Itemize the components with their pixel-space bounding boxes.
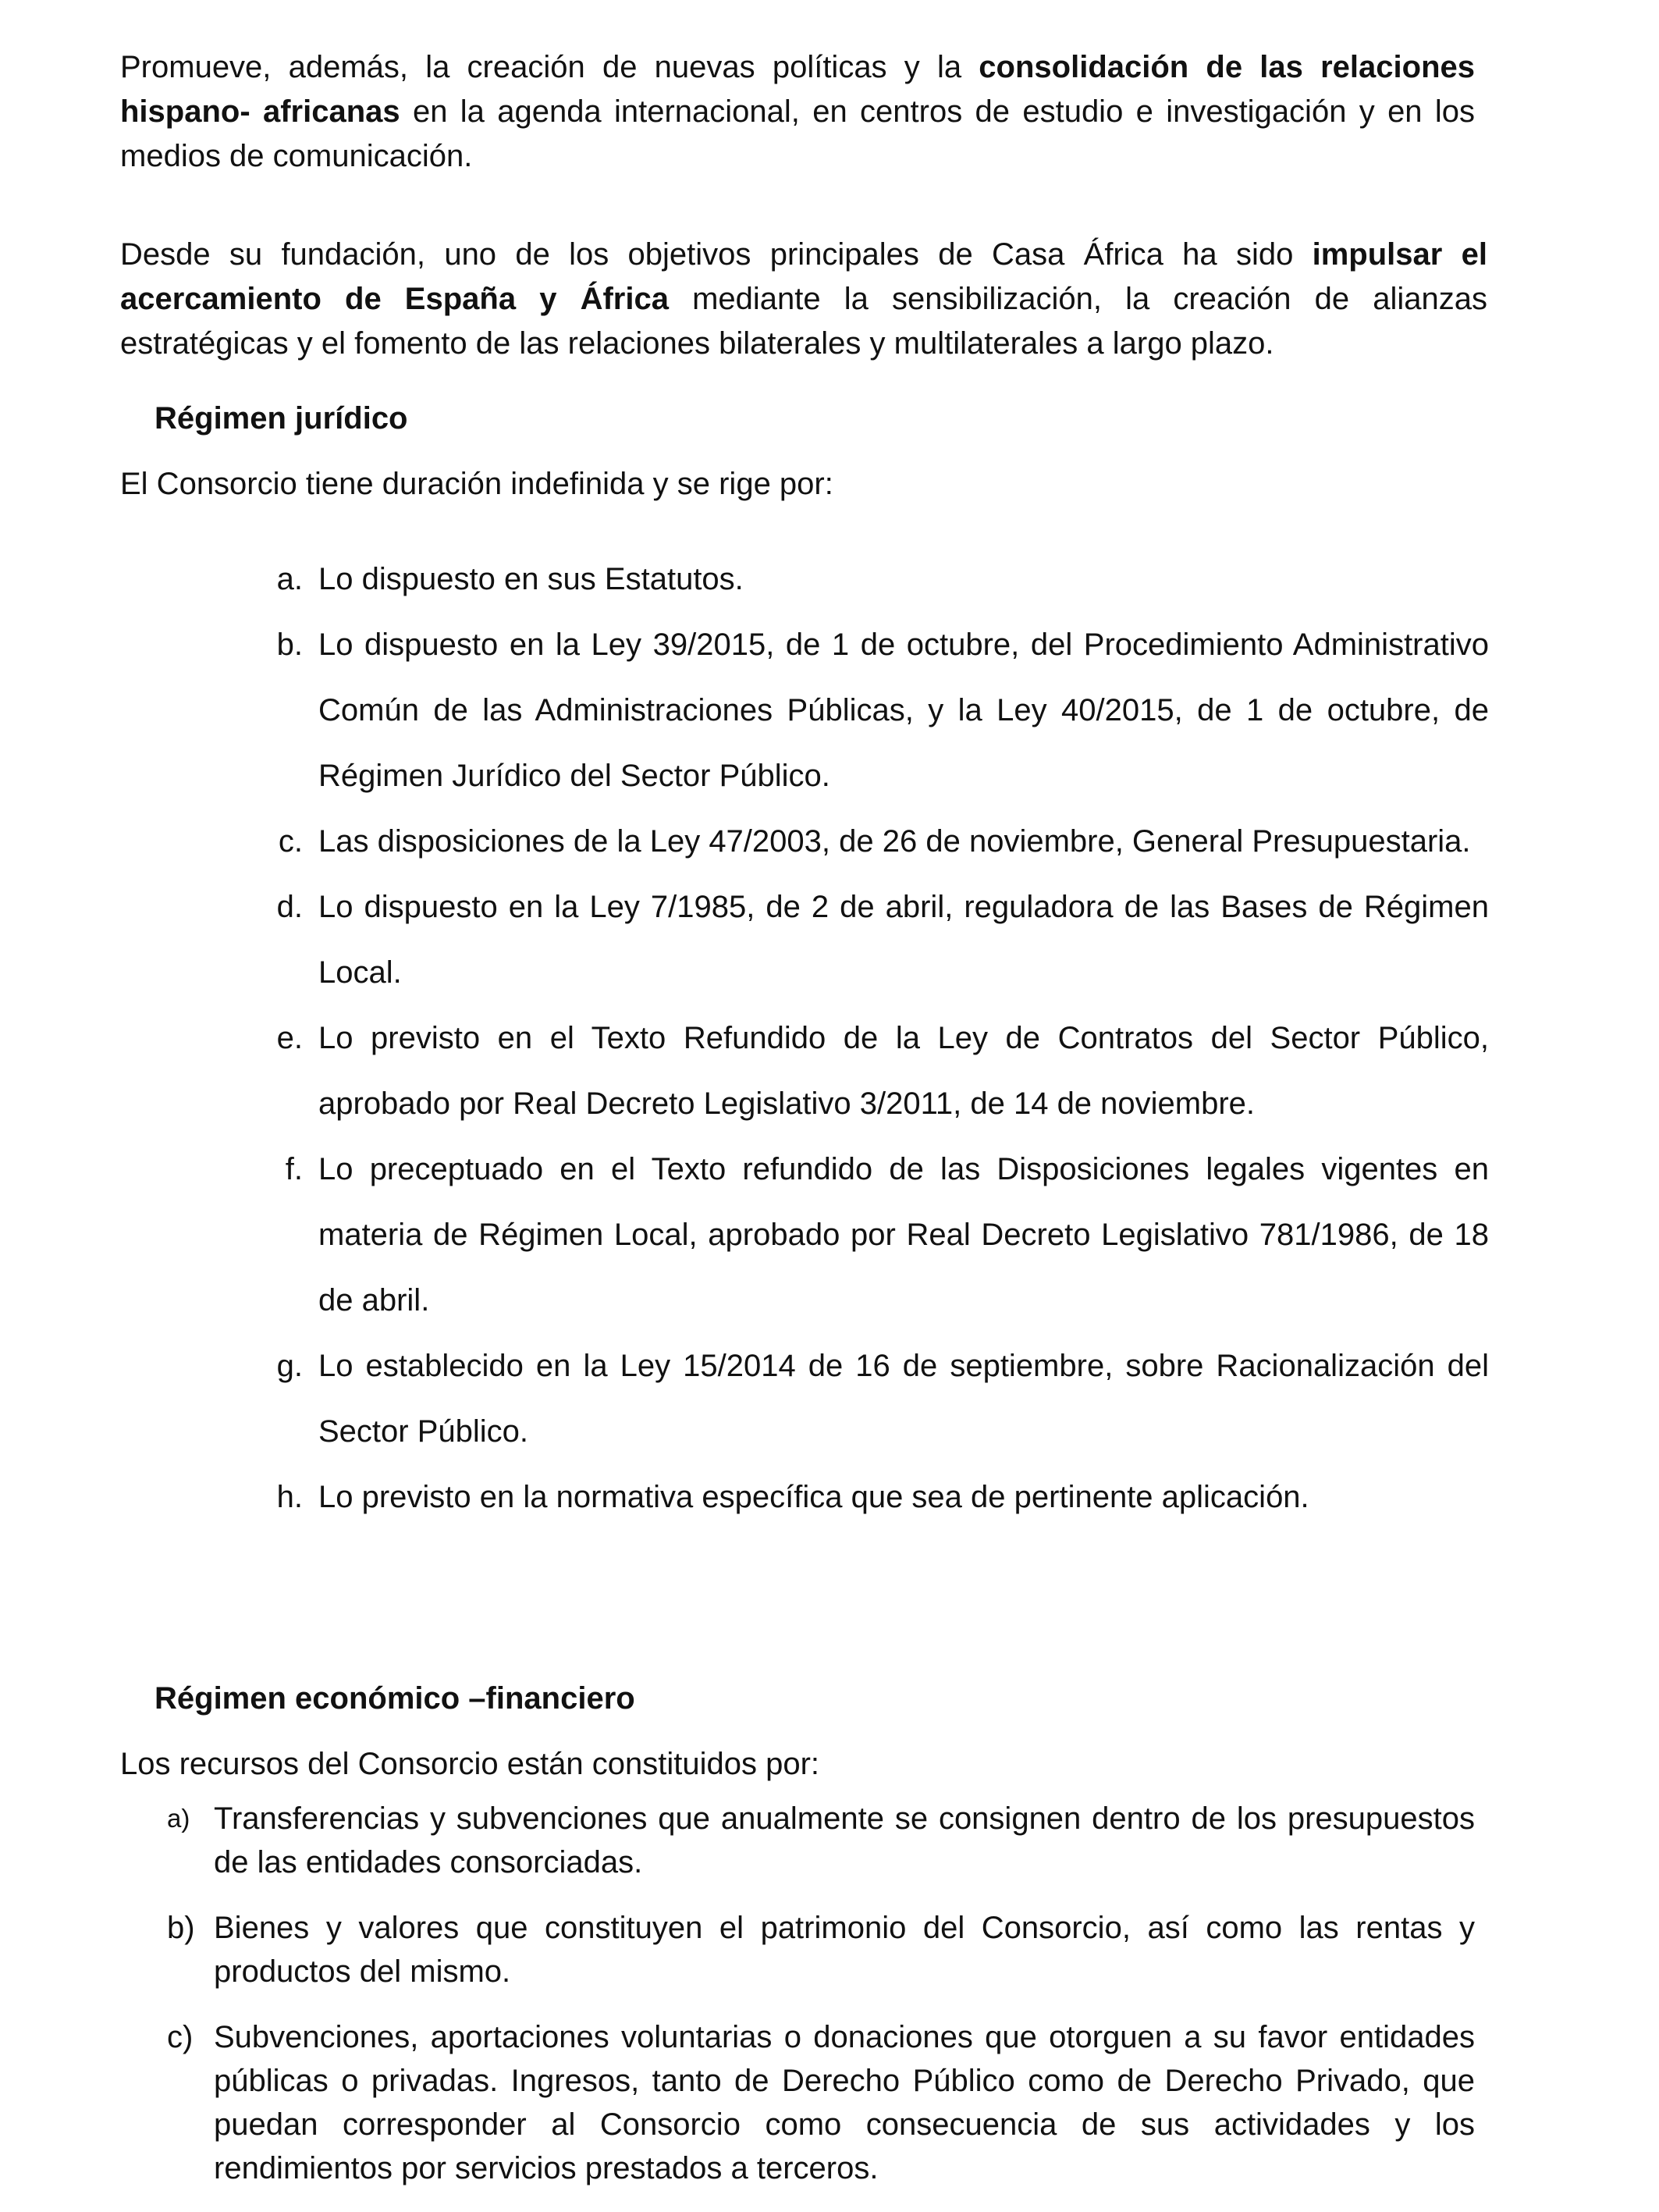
list-item — [261, 1136, 1489, 1333]
list-item-text: Lo establecido en la Ley 15/2014 de 16 de septiembre, sobre Racionalización del Sector Público. — [318, 1349, 1489, 1449]
intro-paragraph-2 — [120, 233, 1487, 366]
list-item-text: Bienes y valores que constituyen el patrimonio del Consorcio, así como las rentas y productos del mismo. — [214, 1911, 1475, 1989]
list-item-text: Lo preceptuado en el Texto refundido de las Disposiciones legales vigentes en materia de Régimen Local, aprobado por Real Decreto Legislativo 781/1986, de 18 de abril. — [318, 1152, 1489, 1318]
list-item — [261, 1333, 1489, 1464]
list-item-text: Subvenciones, aportaciones voluntarias o donaciones que otorguen a su favor entidades públicas o privadas. Ingresos, tanto de Derecho Público como de Derecho Privado, que puedan corresponder al Consorcio como consecuencia de sus actividades y los rendimientos por servicios prestados a terceros. — [214, 2020, 1475, 2185]
section-heading-regimen-juridico: Régimen jurídico — [155, 401, 408, 436]
list-item-text: Lo dispuesto en sus Estatutos. — [318, 562, 744, 596]
paragraph-text: en la agenda internacional, en centros de estudio e investigación y en los medios de comunicación. — [120, 94, 1476, 173]
list-item-text: Lo previsto en la normativa específica que sea de pertinente aplicación. — [318, 1480, 1309, 1514]
list-marker: d. — [276, 890, 303, 924]
list-marker: b) — [167, 1911, 195, 1945]
paragraph-text: Desde su fundación, uno de los objetivos principales de Casa África ha sido — [120, 237, 1313, 272]
list-item — [261, 1464, 1489, 1530]
paragraph-bold-text: impulsar el acercamiento de España y África — [120, 237, 1487, 316]
list-marker: h. — [276, 1480, 303, 1514]
list-marker: b. — [276, 628, 303, 662]
list-item — [167, 1906, 1475, 1993]
list-marker: a. — [276, 562, 303, 596]
list-marker: c. — [278, 824, 303, 859]
list-item-text: Transferencias y subvenciones que anualmente se consignen dentro de los presupuestos de las entidades consorciadas. — [214, 1801, 1475, 1879]
list-item — [167, 2015, 1475, 2190]
list-item-text: Las disposiciones de la Ley 47/2003, de 26 de noviembre, General Presupuestaria. — [318, 824, 1471, 859]
list-item — [167, 1797, 1475, 1884]
list-item-text: Lo dispuesto en la Ley 39/2015, de 1 de octubre, del Procedimiento Administrativo Común de las Administraciones Públicas, y la Ley 40/2015, de 1 de octubre, de Régimen Jurídico del Sector Público. — [318, 628, 1489, 793]
list-item — [261, 546, 1489, 612]
list-marker: c) — [167, 2020, 194, 2054]
list-item — [261, 874, 1489, 1005]
resources-list — [167, 1797, 1475, 2212]
list-item-text: Lo dispuesto en la Ley 7/1985, de 2 de abril, reguladora de las Bases de Régimen Local. — [318, 890, 1489, 990]
paragraph-bold-text: consolidación de las relaciones hispano- africanas — [120, 50, 1475, 129]
list-marker: f. — [285, 1152, 303, 1186]
list-marker: e. — [276, 1021, 303, 1055]
intro-paragraph-1 — [120, 45, 1475, 179]
section-intro: Los recursos del Consorcio están constituidos por: — [120, 1747, 820, 1781]
list-item — [261, 612, 1489, 809]
list-marker: g. — [276, 1349, 303, 1383]
section-heading-regimen-economico: Régimen económico –financiero — [155, 1681, 635, 1716]
section-intro: El Consorcio tiene duración indefinida y se rige por: — [120, 467, 833, 501]
list-item — [261, 809, 1489, 874]
list-marker: a) — [167, 1804, 190, 1833]
legal-framework-list — [261, 546, 1489, 1530]
paragraph-text: mediante la sensibilización, la creación de alianzas estratégicas y el fomento de las relaciones bilaterales y multilaterales a largo plazo. — [120, 282, 1488, 361]
paragraph-text: Promueve, además, la creación de nuevas políticas y la — [120, 50, 979, 84]
list-item — [261, 1005, 1489, 1136]
list-item-text: Lo previsto en el Texto Refundido de la Ley de Contratos del Sector Público, aprobado por Real Decreto Legislativo 3/2011, de 14 de noviembre. — [318, 1021, 1489, 1121]
